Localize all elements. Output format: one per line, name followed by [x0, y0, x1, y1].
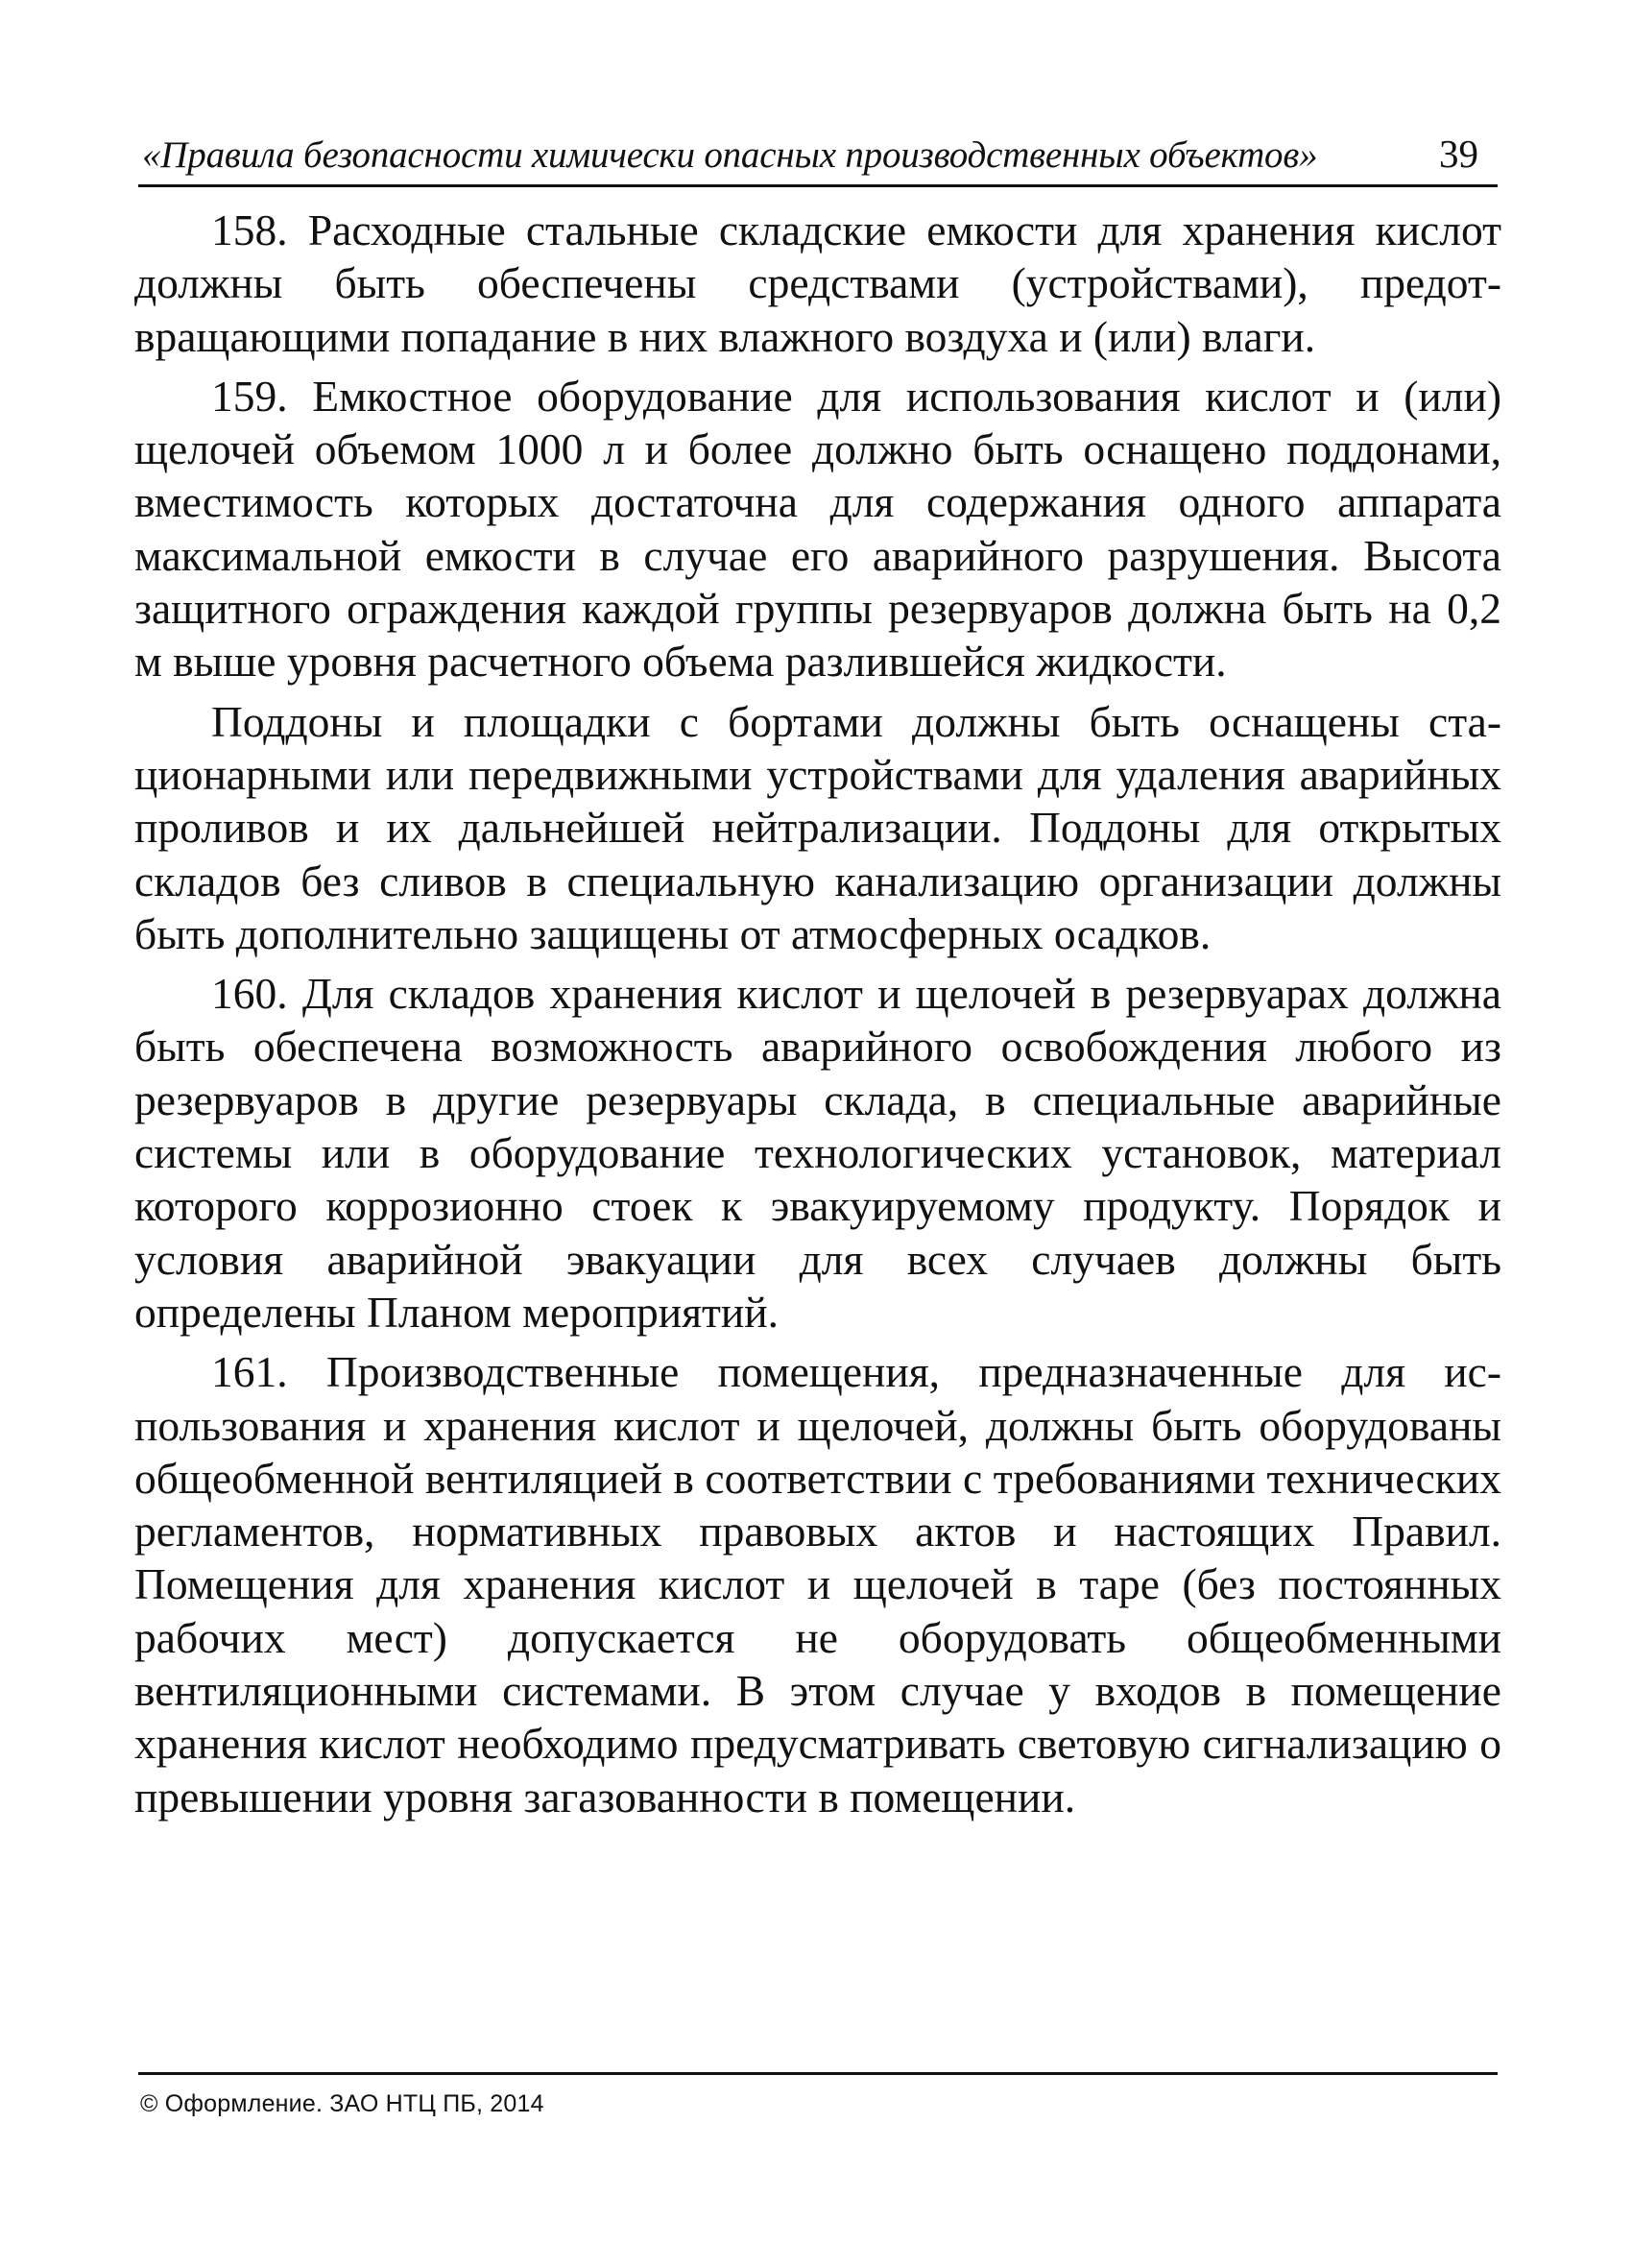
paragraph-161: 161. Производственные помещения, предназначенные для использования и хранения кислот и щелочей, должны быть оборудованы общеобменной вентиляцией в соответствии с требованиями технических регламентов, нормативных правовых актов и настоящих Правил. Помещения для хранения кислот и щелочей в таре (без постоянных рабочих мест) допускается не оборудовать общеобменными вентиляционными системами. В этом случае у входов в помещение хранения кислот необходимо предусматривать световую сигнализацию о превышении уровня загазованности в помещении. [134, 1347, 1501, 1822]
paragraph-160: 160. Для складов хранения кислот и щелочей в резервуарах должна быть обеспечена возможность аварийного освобождения любого из резервуаров в другие резервуары склада, в специальные аварийные системы или в оборудование технологических установок, материал которого коррозионно стоек к эвакуируемому продукту. Порядок и условия аварийной эвакуации для всех случаев должны быть определены Планом мероприятий. [134, 969, 1501, 1337]
copyright-imprint: © Оформление. ЗАО НТЦ ПБ, 2014 [140, 2090, 544, 2117]
paragraph-159: 159. Емкостное оборудование для использования кислот и (или) щелочей объемом 1000 л и более должно быть оснащено поддонами, вместимость которых достаточна для содержания одного аппарата максимальной емкости в случае его аварийного разрушения. Высота защитного ограждения каждой группы резервуаров должна быть на 0,2 м выше уровня расчетного объема разлившейся жидкости. [134, 371, 1501, 687]
page-footer [138, 2072, 1498, 2118]
paragraph-158: 158. Расходные стальные складские емкости для хранения кислот должны быть обеспечены средствами (устройствами), предотвращающими попадание в них влажного воздуха и (или) влаги. [134, 205, 1501, 361]
body-text [134, 204, 1501, 1830]
paragraph-159-trays: Поддоны и площадки с бортами должны быть оснащены стационарными или передвижными устройствами для удаления аварийных проливов и их дальнейшей нейтрализации. Поддоны для открытых складов без сливов в специальную канализацию организации должны быть дополнительно защищены от атмосферных осадков. [134, 696, 1501, 958]
page-number: 39 [1439, 132, 1478, 176]
running-header [138, 115, 1498, 187]
running-title: «Правила безопасности химически опасных производственных объектов» [142, 134, 1318, 176]
